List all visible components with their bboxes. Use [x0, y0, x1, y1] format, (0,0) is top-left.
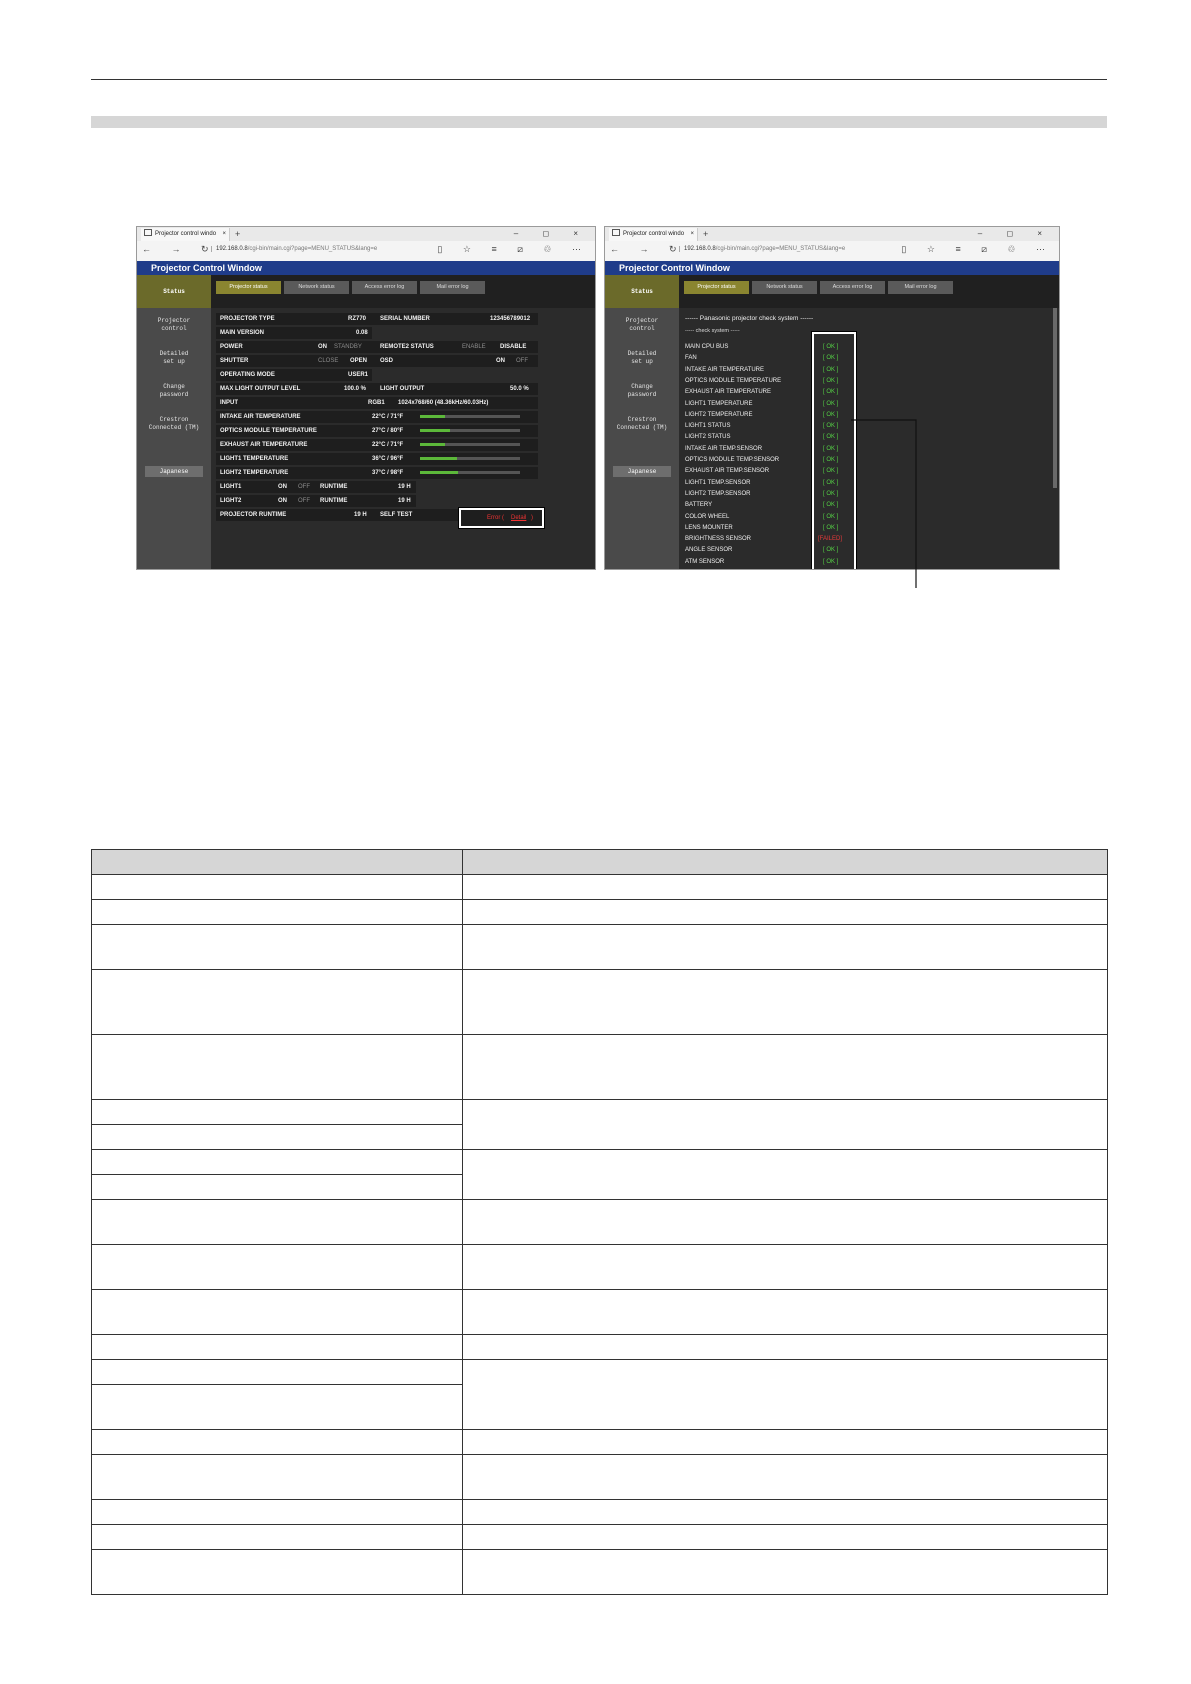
table-row — [92, 1455, 1108, 1500]
table-row — [92, 1150, 1108, 1175]
status-label: PROJECTOR RUNTIME — [220, 512, 287, 518]
status-row — [216, 327, 372, 339]
table-row — [92, 1430, 1108, 1455]
browser-tab-bar — [137, 227, 595, 241]
sidebar-item-crestron[interactable]: Crestron Connected (TM) — [616, 416, 668, 431]
table-cell — [463, 1245, 1108, 1290]
table-cell — [463, 1430, 1108, 1455]
browser-tab-title: Projector control windo — [155, 231, 217, 237]
table-cell — [92, 1150, 463, 1175]
status-value: 19 H — [398, 498, 411, 504]
status-label: POWER — [220, 344, 243, 350]
status-value: RZ770 — [348, 316, 367, 322]
app-title: Projector Control Window — [137, 261, 595, 275]
close-tab-icon[interactable]: × — [690, 231, 694, 237]
status-label: LIGHT1 — [220, 484, 242, 490]
table-cell — [463, 970, 1108, 1035]
temp-row — [216, 453, 538, 465]
top-rule — [91, 79, 1107, 80]
status-label: LIGHT OUTPUT — [380, 386, 425, 392]
check-item-label: LIGHT1 TEMP.SENSOR — [685, 479, 751, 486]
new-tab-icon[interactable]: + — [235, 229, 241, 239]
table-cell — [463, 1500, 1108, 1525]
browser-tab-title: Projector control windo — [623, 231, 685, 237]
browser-address-bar — [137, 241, 595, 262]
status-value: 27°C / 80°F — [372, 428, 404, 434]
table-row — [92, 1500, 1108, 1525]
new-tab-icon[interactable]: + — [703, 229, 709, 239]
sidebar-item-status[interactable]: Status — [605, 275, 679, 308]
status-value: 1024x768/60 (48.36kHz/60.03Hz) — [398, 400, 489, 406]
status-value: 22°C / 71°F — [372, 442, 404, 448]
check-item-label: LIGHT1 TEMPERATURE — [685, 400, 753, 407]
check-item-label: INTAKE AIR TEMPERATURE — [685, 366, 765, 373]
table-cell — [92, 1500, 463, 1525]
status-value: 37°C / 98°F — [372, 470, 404, 476]
check-status-ok: [ OK ] — [823, 524, 839, 531]
sidebar-item-change-password[interactable]: Change password — [627, 383, 657, 398]
check-status-ok: [ OK ] — [823, 377, 839, 384]
self-test-highlight — [459, 508, 544, 528]
japanese-button[interactable]: Japanese — [613, 466, 671, 477]
table-cell — [463, 1035, 1108, 1100]
status-screenshot — [136, 226, 596, 570]
status-label: LIGHT2 TEMPERATURE — [220, 470, 289, 476]
check-system-screenshot — [604, 226, 1060, 570]
check-item-label: COLOR WHEEL — [685, 513, 730, 520]
sidebar — [605, 275, 679, 569]
status-label: LIGHT1 TEMPERATURE — [220, 456, 289, 462]
callout-leader — [850, 418, 920, 590]
description-table — [91, 849, 1108, 1595]
sidebar-item-projector-control[interactable]: Projector control — [157, 317, 191, 332]
japanese-button[interactable]: Japanese — [145, 466, 203, 477]
temperature-bar-fill — [420, 429, 450, 432]
table-cell — [463, 1290, 1108, 1335]
table-cell — [92, 1525, 463, 1550]
status-row — [216, 481, 416, 493]
tab-mail-error-log[interactable]: Mail error log — [888, 281, 953, 294]
temperature-bar — [420, 471, 520, 474]
table-cell — [92, 1455, 463, 1500]
table-cell — [463, 1525, 1108, 1550]
check-status-ok: [ OK ] — [823, 490, 839, 497]
check-status-ok: [ OK ] — [823, 558, 839, 565]
check-item-label: LIGHT2 TEMP.SENSOR — [685, 490, 751, 497]
check-item-label: LIGHT1 STATUS — [685, 423, 731, 430]
temperature-bar — [420, 429, 520, 432]
check-status-failed: [FAILED] — [818, 536, 843, 543]
check-status-ok: [ OK ] — [823, 445, 839, 452]
status-value: OFF — [516, 358, 528, 364]
table-cell — [92, 1035, 463, 1100]
table-cell — [92, 970, 463, 1035]
status-value: STANDBY — [334, 344, 362, 350]
toolbar-icons[interactable]: ▯ ☆ ≡ ⧄ ♲ ⋯ — [901, 244, 1054, 254]
browser-tab[interactable] — [609, 228, 698, 241]
temperature-bar — [420, 457, 520, 460]
status-row — [216, 313, 538, 325]
tab-access-error-log[interactable]: Access error log — [352, 281, 417, 294]
table-row — [92, 970, 1108, 1035]
status-label: MAX LIGHT OUTPUT LEVEL — [220, 386, 301, 392]
temperature-bar-fill — [420, 415, 445, 418]
table-cell — [92, 1100, 463, 1125]
tab-projector-status[interactable]: Projector status — [216, 281, 281, 294]
table-cell — [463, 850, 1108, 875]
status-value: 100.0 % — [344, 386, 367, 392]
check-item-label: EXHAUST AIR TEMP.SENSOR — [685, 468, 770, 475]
status-value: 50.0 % — [510, 386, 529, 392]
tab-network-status[interactable]: Network status — [284, 281, 349, 294]
table-cell — [92, 1290, 463, 1335]
status-row — [216, 355, 538, 367]
table-cell — [463, 875, 1108, 900]
status-value: OPEN — [350, 358, 368, 364]
temperature-bar — [420, 443, 520, 446]
status-label: INTAKE AIR TEMPERATURE — [220, 414, 301, 420]
check-item-label: BRIGHTNESS SENSOR — [685, 536, 752, 543]
table-row — [92, 1100, 1108, 1125]
close-tab-icon[interactable]: × — [222, 231, 226, 237]
table-cell — [463, 1455, 1108, 1500]
table-cell — [92, 1200, 463, 1245]
status-label: EXHAUST AIR TEMPERATURE — [220, 442, 308, 448]
table-cell — [463, 1100, 1108, 1150]
url-field[interactable]: 192.168.0.8/cgi-bin/main.cgi?page=MENU_STATUS&lang=e — [679, 246, 845, 252]
table-row — [92, 1525, 1108, 1550]
check-item-label: INTAKE AIR TEMP.SENSOR — [685, 445, 763, 452]
check-item-label: MAIN CPU BUS — [685, 344, 729, 350]
table-cell — [92, 850, 463, 875]
check-item-label: LENS MOUNTER — [685, 524, 733, 531]
subtab-bar — [211, 275, 595, 308]
status-value: 19 H — [354, 512, 367, 518]
check-status-ok: [ OK ] — [823, 411, 839, 418]
status-value: 123456789012 — [490, 316, 531, 322]
window-controls-icon[interactable]: – ◻ × — [513, 229, 589, 238]
check-item-label: OPTICS MODULE TEMP.SENSOR — [685, 457, 780, 463]
check-status-ok: [ OK ] — [823, 502, 839, 509]
section-heading-band — [91, 116, 1107, 128]
check-item-label: ATM SENSOR — [685, 558, 725, 565]
status-value: 19 H — [398, 484, 411, 490]
table-cell — [92, 1550, 463, 1595]
table-cell — [463, 1360, 1108, 1430]
table-cell — [92, 1125, 463, 1150]
temperature-bar-fill — [420, 471, 458, 474]
temperature-bar-fill — [420, 443, 445, 446]
sidebar-item-detailed-setup[interactable]: Detailed set up — [627, 350, 657, 365]
table-cell — [92, 1245, 463, 1290]
status-value: CLOSE — [318, 358, 339, 364]
table-row — [92, 1360, 1108, 1385]
table-cell — [463, 1550, 1108, 1595]
check-status-ok: [ OK ] — [823, 344, 839, 350]
status-row — [216, 495, 416, 507]
tab-access-error-log[interactable]: Access error log — [820, 281, 885, 294]
table-cell — [463, 925, 1108, 970]
window-controls-icon[interactable]: – ◻ × — [977, 229, 1053, 238]
self-test-detail-link[interactable]: Detail — [511, 515, 527, 521]
status-row — [216, 383, 538, 395]
toolbar-icons[interactable]: ▯ ☆ ≡ ⧄ ♲ ⋯ — [437, 244, 590, 254]
status-value: 36°C / 96°F — [372, 456, 404, 462]
temperature-bar — [420, 415, 520, 418]
temp-row — [216, 425, 538, 437]
status-label: INPUT — [220, 400, 238, 406]
tab-projector-status[interactable]: Projector status — [684, 281, 749, 294]
temp-row — [216, 467, 538, 479]
check-item-label: OPTICS MODULE TEMPERATURE — [685, 377, 782, 384]
table-header-row — [92, 850, 1108, 875]
status-value: DISABLE — [500, 344, 527, 350]
table-row — [92, 875, 1108, 900]
check-item-label: LIGHT2 STATUS — [685, 434, 731, 441]
app-title: Projector Control Window — [605, 261, 1059, 275]
check-status-ok: [ OK ] — [823, 513, 839, 520]
check-status-ok: [ OK ] — [823, 423, 839, 430]
page-icon — [612, 229, 620, 236]
table-cell — [92, 1360, 463, 1385]
status-label: REMOTE2 STATUS — [380, 344, 434, 350]
check-status-ok: [ OK ] — [823, 468, 839, 475]
table-cell — [463, 1200, 1108, 1245]
table-cell — [463, 1150, 1108, 1200]
status-value: 22°C / 71°F — [372, 414, 404, 420]
status-value: USER1 — [348, 372, 369, 378]
status-value: RGB1 — [368, 400, 385, 406]
table-cell — [92, 1175, 463, 1200]
temperature-bar-fill — [420, 457, 457, 460]
table-cell — [92, 925, 463, 970]
sidebar-item-crestron[interactable]: Crestron Connected (TM) — [148, 416, 200, 431]
table-cell — [92, 1335, 463, 1360]
check-status-ok: [ OK ] — [823, 457, 839, 463]
tab-mail-error-log[interactable]: Mail error log — [420, 281, 485, 294]
status-label: LIGHT2 — [220, 498, 242, 504]
table-cell — [92, 875, 463, 900]
page-icon — [144, 229, 152, 236]
browser-tab[interactable] — [141, 228, 230, 241]
status-label: OPTICS MODULE TEMPERATURE — [220, 428, 317, 434]
check-status-ok: [ OK ] — [823, 355, 839, 362]
subtab-bar — [679, 275, 1059, 308]
tab-network-status[interactable]: Network status — [752, 281, 817, 294]
table-cell — [463, 900, 1108, 925]
check-status-ok: [ OK ] — [823, 547, 839, 554]
status-value: ON — [318, 344, 327, 350]
status-row — [216, 369, 372, 381]
check-item-label: FAN — [685, 355, 697, 362]
url-field[interactable]: 192.168.0.8/cgi-bin/main.cgi?page=MENU_STATUS&lang=e — [211, 246, 377, 252]
temp-row — [216, 411, 538, 423]
table-row — [92, 1200, 1108, 1245]
status-value: 0.08 — [356, 330, 368, 336]
self-test-close: ) — [531, 515, 533, 521]
check-status-ok: [ OK ] — [823, 366, 839, 373]
status-row — [216, 341, 538, 353]
status-label: OSD — [380, 358, 394, 364]
sidebar — [137, 275, 211, 569]
check-system-subtitle: ----- check system ----- — [685, 328, 740, 334]
table-cell — [92, 900, 463, 925]
browser-address-bar — [605, 241, 1059, 262]
check-item-label: EXHAUST AIR TEMPERATURE — [685, 389, 772, 396]
check-status-ok: [ OK ] — [823, 434, 839, 441]
status-panel — [211, 275, 595, 569]
status-label: SHUTTER — [220, 358, 249, 364]
table-cell — [463, 1335, 1108, 1360]
status-label: OPERATING MODE — [220, 372, 275, 378]
check-item-label: BATTERY — [685, 502, 713, 509]
table-cell — [92, 1385, 463, 1430]
scrollbar[interactable] — [1053, 308, 1057, 488]
table-row — [92, 1245, 1108, 1290]
nav-buttons-icon[interactable]: ← → ↻ — [142, 244, 218, 254]
status-label: RUNTIME — [320, 498, 348, 504]
sidebar-item-change-password[interactable]: Change password — [159, 383, 189, 398]
check-system-title: ------ Panasonic projector check system ------ — [685, 315, 814, 322]
table-row — [92, 1335, 1108, 1360]
status-value: ENABLE — [462, 344, 486, 350]
temp-row — [216, 439, 538, 451]
sidebar-item-projector-control[interactable]: Projector control — [625, 317, 659, 332]
sidebar-item-detailed-setup[interactable]: Detailed set up — [159, 350, 189, 365]
table-row — [92, 1035, 1108, 1100]
status-label: SELF TEST — [380, 512, 413, 518]
status-value: ON — [496, 358, 505, 364]
table-row — [92, 1550, 1108, 1595]
self-test-error: Error ( — [487, 515, 504, 521]
status-value: OFF — [298, 484, 310, 490]
status-row — [216, 397, 538, 409]
status-value: OFF — [298, 498, 310, 504]
check-status-ok: [ OK ] — [823, 400, 839, 407]
check-status-ok: [ OK ] — [823, 389, 839, 396]
check-item-label: ANGLE SENSOR — [685, 547, 733, 554]
status-label: PROJECTOR TYPE — [220, 316, 275, 322]
status-value: ON — [278, 484, 287, 490]
table-row — [92, 925, 1108, 970]
check-item-label: LIGHT2 TEMPERATURE — [685, 411, 753, 418]
browser-tab-bar — [605, 227, 1059, 241]
nav-buttons-icon[interactable]: ← → ↻ — [610, 244, 686, 254]
status-label: RUNTIME — [320, 484, 348, 490]
check-status-ok: [ OK ] — [823, 479, 839, 486]
table-row — [92, 900, 1108, 925]
table-cell — [92, 1430, 463, 1455]
sidebar-item-status[interactable]: Status — [137, 275, 211, 308]
status-label: SERIAL NUMBER — [380, 316, 430, 322]
status-label: MAIN VERSION — [220, 330, 265, 336]
status-value: ON — [278, 498, 287, 504]
table-row — [92, 1290, 1108, 1335]
callout-leader-line — [851, 420, 916, 588]
